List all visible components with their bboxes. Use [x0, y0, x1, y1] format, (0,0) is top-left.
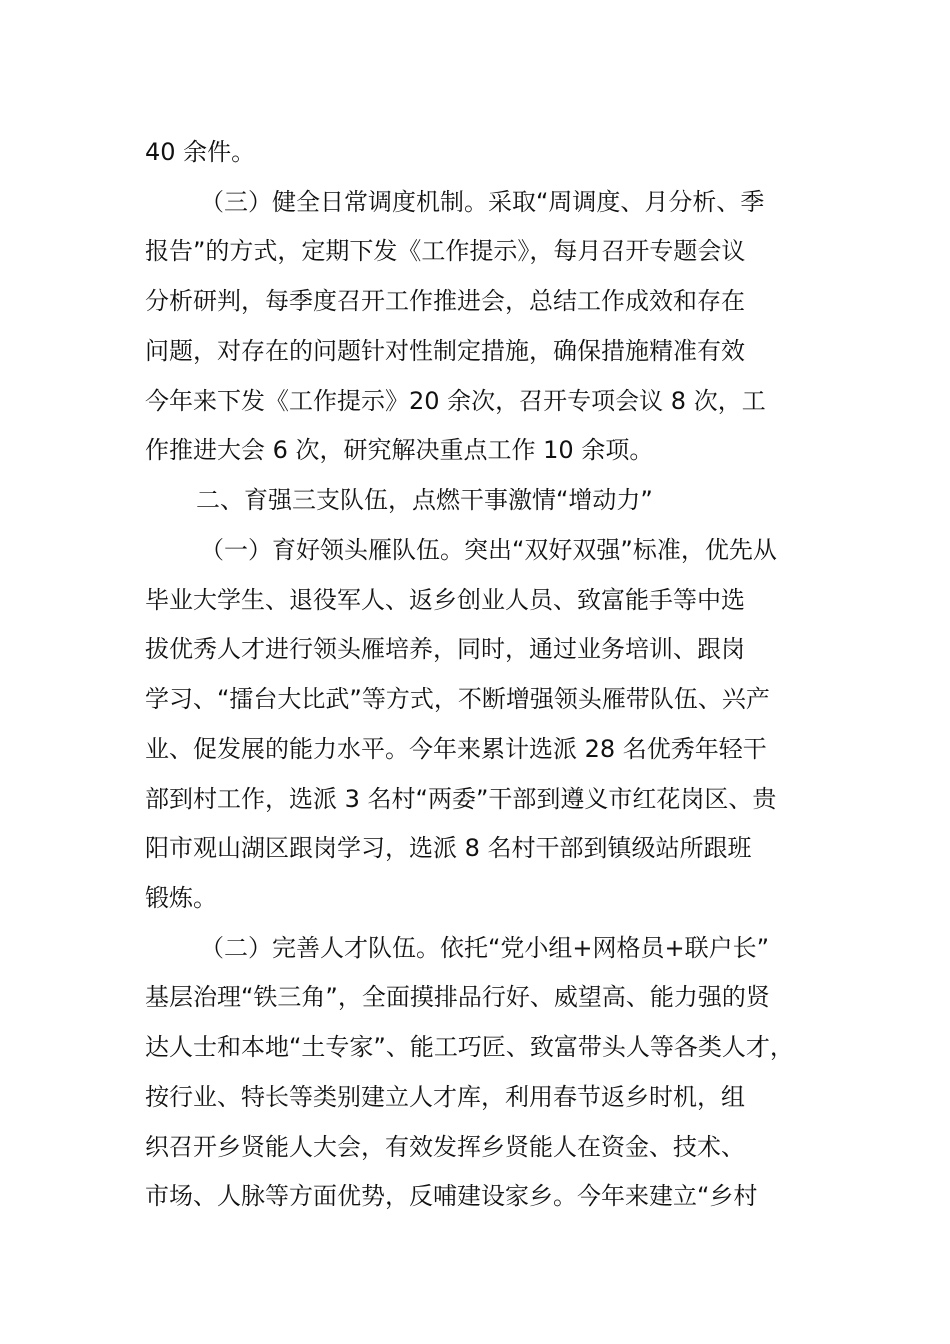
text-line: 部到村工作，选派 3 名村“两委”干部到遵义市红花岗区、贵 — [145, 785, 777, 813]
text-line: 学习、“擂台大比武”等方式，不断增强领头雁带队伍、兴产 — [145, 685, 770, 713]
text-line: 织召开乡贤能人大会，有效发挥乡贤能人在资金、技术、 — [145, 1133, 745, 1161]
text-line: （三）健全日常调度机制。采取“周调度、月分析、季 — [200, 188, 765, 216]
text-line: 锻炼。 — [145, 884, 217, 912]
text-line: 达人士和本地“土专家”、能工巧匠、致富带头人等各类人才， — [145, 1033, 794, 1061]
text-line: 市场、人脉等方面优势，反哺建设家乡。今年来建立“乡村 — [145, 1182, 758, 1210]
text-line: 问题，对存在的问题针对性制定措施，确保措施精准有效 — [145, 337, 745, 365]
text-line: 按行业、特长等类别建立人才库，利用春节返乡时机，组 — [145, 1083, 745, 1111]
text-line: （一）育好领头雁队伍。突出“双好双强”标准，优先从 — [200, 536, 777, 564]
text-line: 今年来下发《工作提示》20 余次，召开专项会议 8 次，工 — [145, 387, 766, 415]
text-line: 阳市观山湖区跟岗学习，选派 8 名村干部到镇级站所跟班 — [145, 834, 752, 862]
text-line: 作推进大会 6 次，研究解决重点工作 10 余项。 — [145, 436, 654, 464]
text-line: 拔优秀人才进行领头雁培养，同时，通过业务培训、跟岗 — [145, 635, 745, 663]
text-line: （二）完善人才队伍。依托“党小组+网格员+联户长” — [200, 934, 770, 962]
text-line: 毕业大学生、退役军人、返乡创业人员、致富能手等中选 — [145, 586, 745, 614]
section-heading: 二、育强三支队伍，点燃干事激情“增动力” — [196, 486, 653, 514]
text-line: 40 余件。 — [145, 138, 256, 166]
text-line: 分析研判，每季度召开工作推进会，总结工作成效和存在 — [145, 287, 745, 315]
text-line: 业、促发展的能力水平。今年来累计选派 28 名优秀年轻干 — [145, 735, 767, 763]
text-line: 基层治理“铁三角”，全面摸排品行好、威望高、能力强的贤 — [145, 983, 770, 1011]
text-line: 报告”的方式，定期下发《工作提示》，每月召开专题会议 — [145, 237, 746, 265]
